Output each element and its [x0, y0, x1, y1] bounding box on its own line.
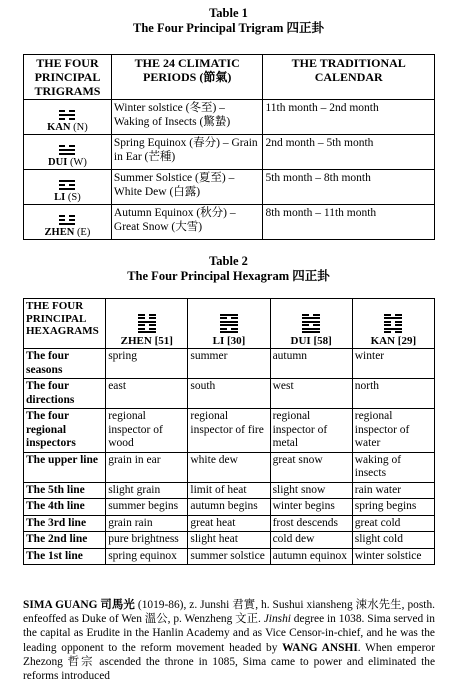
t2-cell: winter begins [270, 499, 352, 516]
t2-cell: slight snow [270, 482, 352, 499]
t2-cell: spring equinox [106, 548, 188, 565]
t2-cell: summer solstice [188, 548, 270, 565]
entry-jinshi: Jinshi [263, 613, 291, 626]
t2-cell: regional inspector of water [352, 409, 434, 453]
t2-cell: slight heat [188, 532, 270, 549]
table2-number: Table 2 [209, 254, 248, 268]
t2-cell: spring begins [352, 499, 434, 516]
t1-row [24, 135, 435, 170]
trigram-direction: (E) [76, 227, 91, 238]
trigram-label: ZHEN [44, 227, 75, 238]
t2-cell: north [352, 379, 434, 409]
t1-trigram-cell [24, 100, 112, 135]
t2-row-label: The 4th line [24, 499, 106, 516]
t2-cell: south [188, 379, 270, 409]
t2-cell: spring [106, 349, 188, 379]
t2-row-label: The upper line [24, 452, 106, 482]
t2-cell: great heat [188, 515, 270, 532]
t2-cell: grain in ear [106, 452, 188, 482]
t2-column-header [352, 299, 434, 349]
t2-cell: east [106, 379, 188, 409]
t2-cell: pure brightness [106, 532, 188, 549]
entry-text-1: (1019-86), z. Junshi 君實, h. Sushui xiansheng 涑水先生, posth. enfeoffed as Duke of Wen 溫公, p. Wenzheng 文正. [23, 599, 435, 626]
hexagram-icon [138, 314, 156, 334]
t2-row [24, 499, 435, 516]
t2-cell: autumn equinox [270, 548, 352, 565]
t2-row [24, 409, 435, 453]
t1-calendar-cell: 2nd month – 5th month [263, 135, 435, 170]
t1-body [24, 100, 435, 240]
t1-periods-cell: Spring Equinox (春分) – Grain in Ear (芒種) [111, 135, 263, 170]
t2-column-header [270, 299, 352, 349]
t2-column-label: KAN [29] [370, 334, 417, 347]
t1-row [24, 205, 435, 240]
t2-cell: rain water [352, 482, 434, 499]
trigram-direction: (N) [73, 122, 88, 133]
table1-caption [0, 6, 457, 36]
trigram-icon [59, 110, 75, 120]
t2-cell: winter solstice [352, 548, 434, 565]
biography-entry [23, 598, 435, 683]
t1-trigram-cell [24, 170, 112, 205]
table2-caption [0, 254, 457, 284]
t1-periods-cell: Autumn Equinox (秋分) – Great Snow (大雪) [111, 205, 263, 240]
t1-row [24, 170, 435, 205]
t2-cell: summer begins [106, 499, 188, 516]
t2-column-header [106, 299, 188, 349]
t2-column-header [188, 299, 270, 349]
t1-header-periods: THE 24 CLIMATIC PERIODS (節氣) [111, 55, 263, 100]
trigram-direction: (S) [67, 192, 81, 203]
trigram-icon [59, 215, 75, 225]
t2-body [24, 349, 435, 565]
t2-row [24, 532, 435, 549]
t2-row-label: The 2nd line [24, 532, 106, 549]
t2-cell: regional inspector of fire [188, 409, 270, 453]
t2-cell: great cold [352, 515, 434, 532]
t2-column-label: ZHEN [51] [120, 334, 173, 347]
entry-wang-anshi: WANG ANSHI [282, 641, 358, 654]
t2-row [24, 349, 435, 379]
t2-cell: white dew [188, 452, 270, 482]
t1-trigram-cell [24, 135, 112, 170]
t2-row-label: The 5th line [24, 482, 106, 499]
t2-cell: grain rain [106, 515, 188, 532]
t2-row [24, 482, 435, 499]
t2-cell: slight grain [106, 482, 188, 499]
hexagram-icon [220, 314, 238, 334]
t2-corner-header: THE FOUR PRINCIPAL HEXAGRAMS [24, 299, 106, 349]
t2-column-label: DUI [58] [290, 334, 332, 347]
t2-row [24, 452, 435, 482]
hexagram-table [23, 298, 435, 565]
t1-periods-cell: Winter solstice (冬至) – Waking of Insects (驚蟄) [111, 100, 263, 135]
trigram-icon [59, 180, 75, 190]
t2-cell: summer [188, 349, 270, 379]
t1-calendar-cell: 5th month – 8th month [263, 170, 435, 205]
t2-column-label: LI [30] [212, 334, 246, 347]
entry-text-3: . When emperor Zhezong 哲宗 ascended the throne in 1085, Sima came to power and eliminated the reforms introduced [23, 641, 435, 683]
trigram-direction: (W) [69, 157, 87, 168]
trigram-name [24, 192, 111, 204]
trigram-label: DUI [48, 157, 68, 168]
t2-row-label: The four directions [24, 379, 106, 409]
t2-cell: winter [352, 349, 434, 379]
t2-cell: regional inspector of wood [106, 409, 188, 453]
t1-calendar-cell: 8th month – 11th month [263, 205, 435, 240]
t1-calendar-cell: 11th month – 2nd month [263, 100, 435, 135]
t2-row-label: The 1st line [24, 548, 106, 565]
t1-header-trigrams: THE FOUR PRINCIPAL TRIGRAMS [24, 55, 112, 100]
t2-cell: cold dew [270, 532, 352, 549]
entry-text-2: degree in 1038. Sima served in the capital as Erudite in the Hanlin Academy and as Vice Censor-in-chief, and he was the leading opponent to the reform movement headed by [23, 613, 435, 654]
t1-trigram-cell [24, 205, 112, 240]
t2-cell: slight cold [352, 532, 434, 549]
t2-row-label: The four seasons [24, 349, 106, 379]
trigram-name [24, 122, 111, 134]
t1-row [24, 100, 435, 135]
t2-row [24, 379, 435, 409]
t2-row [24, 548, 435, 565]
t2-row-label: The 3rd line [24, 515, 106, 532]
entry-headword: SIMA GUANG 司馬光 [23, 599, 135, 611]
t2-cell: autumn begins [188, 499, 270, 516]
t2-cell: frost descends [270, 515, 352, 532]
t2-cell: regional inspector of metal [270, 409, 352, 453]
trigram-name [24, 227, 111, 239]
t1-periods-cell: Summer Solstice (夏至) – White Dew (白露) [111, 170, 263, 205]
trigram-icon [59, 145, 75, 155]
trigram-label: LI [54, 192, 66, 203]
t2-cell: waking of insects [352, 452, 434, 482]
hexagram-icon [384, 314, 402, 334]
t2-row [24, 515, 435, 532]
table1-number: Table 1 [209, 6, 248, 20]
trigram-label: KAN [47, 122, 71, 133]
t2-row-label: The four regional inspectors [24, 409, 106, 453]
hexagram-icon [302, 314, 320, 334]
t2-cell: west [270, 379, 352, 409]
t2-cell: great snow [270, 452, 352, 482]
trigram-name [24, 157, 111, 169]
t2-cell: limit of heat [188, 482, 270, 499]
t1-header-calendar: THE TRADITIONAL CALENDAR [263, 55, 435, 100]
trigram-table [23, 54, 435, 240]
t2-cell: autumn [270, 349, 352, 379]
table1-title: The Four Principal Trigram 四正卦 [133, 21, 324, 35]
table2-title: The Four Principal Hexagram 四正卦 [127, 269, 330, 283]
